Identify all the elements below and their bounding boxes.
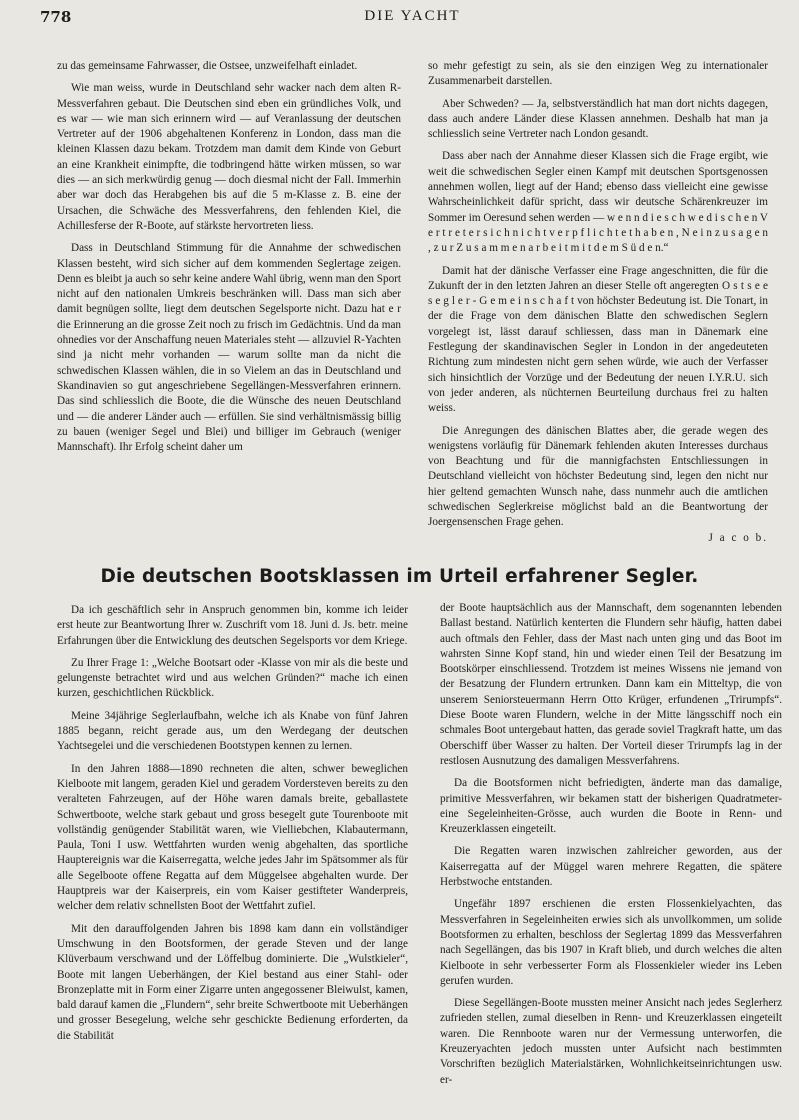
paragraph: Zu Ihrer Frage 1: „Welche Bootsart oder -Klasse von mir als die beste und gelungenste betrachtet wird und aus welchen Gründen?“ mache ich einen kurzen, geschichtlichen Rückblick. [57, 656, 408, 700]
paragraph: Die Regatten waren inzwischen zahlreicher geworden, aus der Kaiserregatta auf der Müggel waren mehrere Regatten, die spätere Herbstwoche entstanden. [440, 845, 782, 889]
paragraph: Diese Segellängen-Boote mussten meiner Ansicht nach jedes Seglerherz zufrieden stellen, zumal dieselben in Renn- und Kreuzerklassen eingeteilt waren. Die Rennboote waren nur der Vermessung unterworfen, die Kreuzeryachten jedoch mussten unter Aufsicht nach bestimmten Vorschriften bezüglich Materialstärken, Wohnlichkeitseinrichtungen usw. er- [440, 997, 782, 1086]
paragraph: Ungefähr 1897 erschienen die ersten Flossenkielyachten, das Messverfahren in Segeleinheiten erwies sich als unvollkommen, um solide Bootsformen zu erhalten, beschloss der Seglertag 1899 das Messverfahren nach Segellängen, das bis 1907 in Kraft blieb, und durch welches die alten Kielboote in sehr verbesserter Form als Flossenkieler wieder ins Leben gerufen wurden. [440, 898, 782, 987]
paragraph: Damit hat der dänische Verfasser eine Frage angeschnitten, die für die Zukunft der in den letzten Jahren an dieser Stelle oft angeregten O s t s e e s e g l e r - G e m e i n s c h a f t von höchster Bedeutung ist. Die Tonart, in der die Frage von dem dänischen Blatte den schwedischen Seglern vorgelegt ist, lässt darauf schliessen, dass man in Dänemark eine Festlegung der skandinavischen Segler in London in der angedeuteten Richtung zum mindesten nicht gern sehen würde, wie auch der Verfasser sich hinsichtlich der Vorzüge und der Bedeutung der neuen I.Y.R.U. sich von jeder anderen, als nüchternen Beurteilung durchaus frei zu halten weiss. [428, 264, 768, 415]
page-header [40, 8, 785, 32]
paragraph: Dass aber nach der Annahme dieser Klassen sich die Frage ergibt, wie weit die schwedischen Segler einen Kampf mit deutschen Sportsgenossen annehmen wollen, liegt auf der Hand; ebenso dass vielleicht eine gewisse Wahrscheinlichkeit dafür spricht, dass wir deutsche Schärenkreuzer im Sommer im Oeresund sehen werden — w e n n d i e s c h w e d i s c h e n V e r t r e t e r s i c h n i c h t v e r p f l i c h t e t h a b e n , N e i n z u s a g e n , z u r Z u s a m m e n a r b e i t m i t d e m S ü d e n.“ [428, 150, 768, 255]
paragraph: Aber Schweden? — Ja, selbstverständlich hat man dort nichts dagegen, dass auch andere Länder diese Klassen annehmen. Deshalb hat man ja schliesslich seine Vertreter nach London gesandt. [428, 97, 768, 141]
paragraph: Dass in Deutschland Stimmung für die Annahme der schwedischen Klassen besteht, wird sich sicher auf dem kommenden Seglertage zeigen. Denn es bleibt ja auch so sehr keine andere Wahl übrig, wenn man den Sport nicht auf den nationalen Umkreis beschränken will. Dass man sich aber damit begnügen sollte, liegt dem deutschen Segelsporte nicht. Dazu hat e r die Erinnerung an die grosse Zeit noch zu frisch im Gedächtnis. Und da man ohnedies vor der Anschaffung neuen Materiales steht — allzuviel R-Yachten sind ja nicht mehr vorhanden — warum sollte man da nicht die schwedischen Klassen wählen, die in so Vielem an das in Deutschland und Skandinavien so gut angeschriebene Segellängen-Messverfahren erinnern. Das sind schliesslich die Boote, die die Wünsche des neuen Deutschland und — die anderer Länder auch — erfüllen. Sie sind verhältnismässig billig zu bauen (weniger Segel und Blei) und billiger im Gebrauch (weniger Mannschaft). Ihr Erfolg scheint daher um [57, 242, 401, 454]
page-number: 778 [40, 8, 72, 26]
top-left-column [57, 59, 401, 541]
author-signature: J a c o b. [708, 531, 768, 541]
bottom-left-column [57, 603, 408, 1115]
paragraph: Da ich geschäftlich sehr in Anspruch genommen bin, komme ich leider erst heute zur Beantwortung Ihrer w. Zuschrift vom 18. Juni d. Js. betr. meine Erfahrungen über die Entwicklung des deutschen Segelsports vor dem Kriege. [57, 604, 408, 647]
paragraph: In den Jahren 1888—1890 rechneten die alten, schwer beweglichen Kielboote mit langem, geraden Kiel und geradem Vordersteven bereits zu den veralteten Fahrzeugen, auf der Höhe waren damals breite, geballastete Schwertboote, welche stark gebaut und gross besegelt gute Tourenboote mit vollständig genügender Stabilität waren, wie Vielliebchen, Klabautermann, Paula, Toni I usw. Wettfahrten wurden wenig abgehalten, das sportliche Hauptereignis war die Kaiserregatta, welche jedes Jahr im Spätsommer als für alle Segelboote offene Regatta auf dem Müggelsee abgehalten wurde. Der Hauptpreis war der Kaiserpreis, ein vom Kaiser gestifteter Wanderpreis, welcher dem relativ schnellsten Boot der Wettfahrt zufiel. [57, 762, 408, 913]
paragraph: Wie man weiss, wurde in Deutschland sehr wacker nach dem alten R-Messverfahren gebaut. Die Deutschen sind eben ein gründliches Volk, und es war — wie man sich erinnern wird — auf Veranlassung der deutschen Vertreter auf der 1906 abgehaltenen Konferenz in London, dass man die kleinen Klassen dazu bekam. Trotzdem man damit dem Kinde von Geburt an eine Krankheit einimpfte, die todbringend hätte wirken müssen, so war dies — an sich merkwürdig genug — doch diesmal nicht der Fall. Immerhin aber war doch das Herabgehen bis auf die 5 m-Klasse z. B. eine der Ursachen, die Schwäche des Messverfahrens, den fehlenden Kiel, die Achillesferse der R-Boote, auf stärkste hervortreten liess. [57, 82, 401, 232]
paragraph: zu das gemeinsame Fahrwasser, die Ostsee, unzweifelhaft einladet. [57, 60, 358, 72]
paragraph: der Boote hauptsächlich aus der Mannschaft, dem sogenannten lebenden Ballast bestand. Natürlich kenterten die Flundern sehr häufig, hatten dabei auch oftmals den Fehler, dass der Mast nach unten ging und das Boot im wahrsten Sinne Kopf stand, hin und wieder einen Teil der Besatzung im Bootskörper einschliessend. Trotzdem ist meines Wissens nie jemand von der Besatzung der Flundern ertrunken. Dann kam ein Mitteltyp, die von unserem Seniorsteuermann Herrn Otto Krüger, erfundenen „Trirumpfs“. Diese Boote waren Flundern, welche in der Mitte längsschiff noch ein schmales Boot untergebaut hatten, das gerade soviel Tragkraft hatte, um das Oberschiff über Wasser zu halten. Der Vorteil dieser Trirumpfs lag in der restlosen Ausnutzung des damaligen Messverfahrens. [440, 602, 782, 767]
paragraph: so mehr gefestigt zu sein, als sie den einzigen Weg zu internationaler Zusammenarbeit darstellen. [428, 60, 768, 88]
running-title: DIE YACHT [364, 8, 461, 24]
paragraph: Meine 34jährige Seglerlaufbahn, welche ich als Knabe von fünf Jahren 1885 begann, reicht gerade aus, um den Werdegang der deutschen Yachtsegelei und die verschiedenen Bootstypen kennen zu lernen. [57, 709, 408, 753]
top-right-column [428, 59, 768, 541]
paragraph: Mit den darauffolgenden Jahren bis 1898 kam dann ein vollständiger Umschwung in den Bootsformen, der gerade Steven und der lange Klüverbaum verschwand und der Löffelbug dominierte. Die „Wulstkieler“, Boote mit langen Ueberhängen, der Kiel bestand aus einer Stahl- oder Bronzeplatte mit in Form einer Zigarre unten angegossener Bleiwulst, kamen, bald darauf kamen die „Flundern“, sehr breite Schwertboote mit Ueberhängen und grosser Besegelung, welche sehr geschickte Bedienung erforderten, da die Stabilität [57, 922, 408, 1042]
article-heading: Die deutschen Bootsklassen im Urteil erfahrener Segler. [100, 566, 699, 587]
paragraph: Die Anregungen des dänischen Blattes aber, die gerade wegen des wenigstens vorläufig für Dänemark fehlenden akuten Interesses durchaus von Beachtung und für die mannigfachsten Entschliessungen in Deutschland vielleicht von höchster Bedeutung sind, legen den nicht nur hier geltend gemachten Wunsch nahe, dass nunmehr auch die amtlichen schwedischen Seglerkreise möglichst bald an die Beantwortung der Joergensenschen Frage gehen. [428, 424, 768, 529]
bottom-right-column [440, 601, 782, 1115]
paragraph: Da die Bootsformen nicht befriedigten, änderte man das damalige, primitive Messverfahren, wir bekamen statt der bisherigen Quadratmeter- eine Segeleinheiten-Grösse, auch wurden die Boote in Renn- und Kreuzerklassen eingeteilt. [440, 777, 782, 836]
